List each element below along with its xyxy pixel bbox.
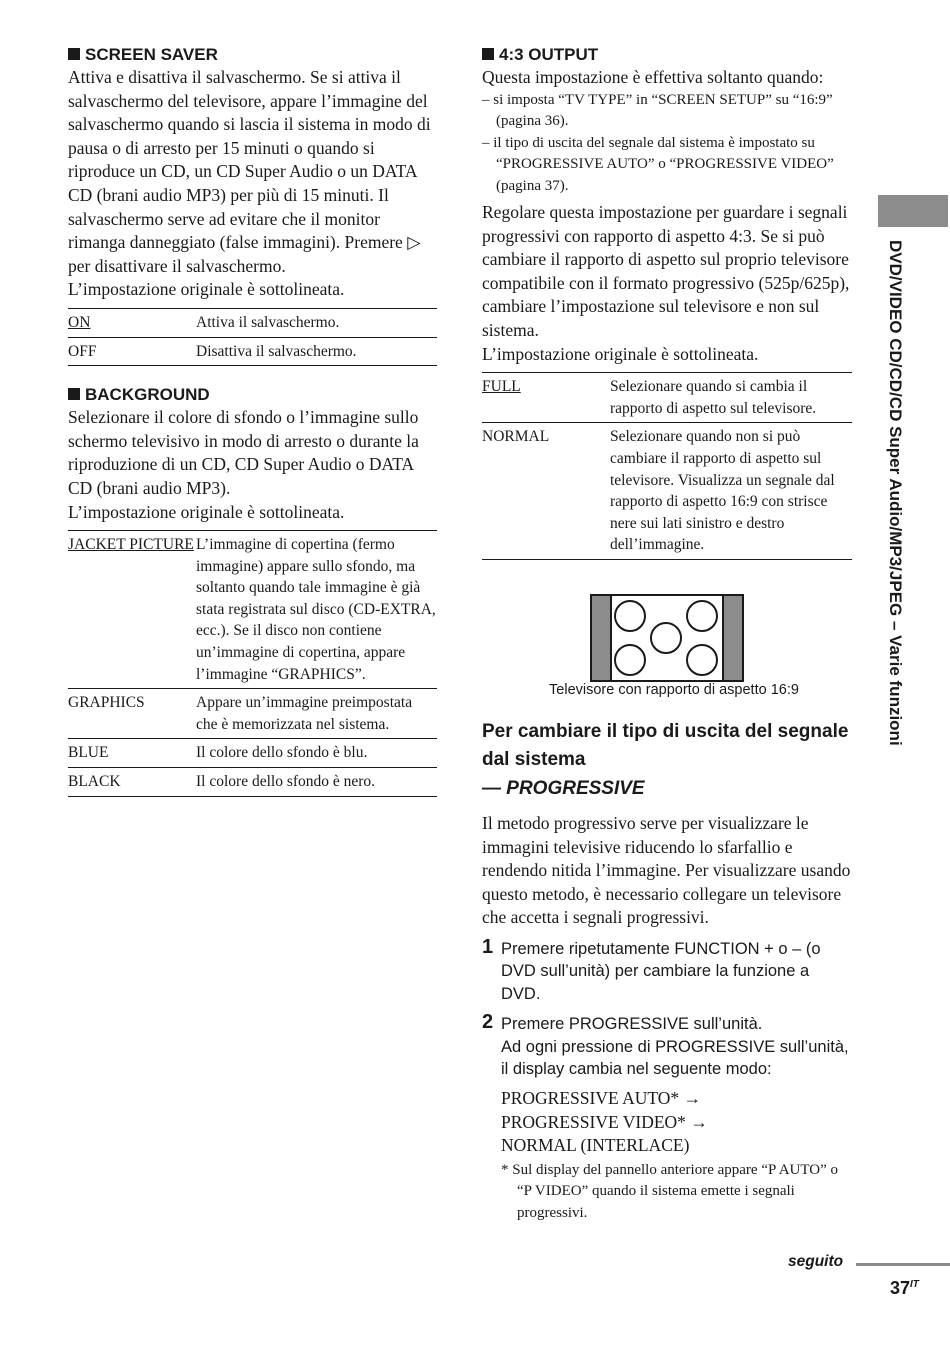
step-number: 2 [482, 1011, 494, 1034]
table-row: FULL Selezionare quando si cambia il rapporto di aspetto sul televisore. [482, 373, 852, 423]
background-options-table [68, 530, 437, 797]
output43-options-table [482, 372, 852, 560]
section-title: Per cambiare il tipo di uscita del segnale dal sistema [482, 721, 849, 770]
mode-sequence [482, 1087, 852, 1158]
square-bullet-icon [482, 48, 494, 60]
screen-saver-text: Attiva e disattiva il salvaschermo. Se si attiva il salvaschermo del televisore, appare l’immagine del salvaschermo quando si lascia il sistema in modo di pausa o di arresto per 15 minuti o quando si riproduce un CD, un CD Super Audio o un DATA CD (brani audio MP3) per più di 15 minuti. Il salvaschermo serve ad evitare che il monitor rimanga danneggiato (false immagini). Premere ▷ per disattivare il salvaschermo. [68, 67, 431, 276]
step-2: 2 Premere PROGRESSIVE sull’unità. Ad ogni pressione di PROGRESSIVE sull’unità, il display cambia nel seguente modo: [482, 1011, 849, 1079]
section-subtitle: — PROGRESSIVE [482, 778, 645, 799]
list-item: – si imposta “TV TYPE” in “SCREEN SETUP” su “16:9” (pagina 36). [482, 91, 833, 130]
output43-heading: 4:3 OUTPUT [482, 44, 852, 66]
table-row: JACKET PICTURE L’immagine di copertina (fermo immagine) appare sullo sfondo, ma soltanto quando tale immagine è già stata registrata sul disco (CD-EXTRA, ecc.). Se il disco non contiene un’immagine di copertina, appare l’immagine “GRAPHICS”. [68, 531, 437, 689]
left-column [68, 44, 437, 797]
output43-intro: Questa impostazione è effettiva soltanto quando: [482, 67, 824, 87]
background-heading: BACKGROUND [68, 384, 437, 406]
screen-saver-options-table [68, 308, 437, 366]
black-stripe-right [722, 596, 742, 680]
figure-caption: Televisore con rapporto di aspetto 16:9 [549, 682, 799, 698]
black-stripe-left [592, 596, 612, 680]
table-row: GRAPHICS Appare un’immagine preimpostata che è memorizzata nel sistema. [68, 689, 437, 739]
square-bullet-icon [68, 48, 80, 60]
table-row: BLUE Il colore dello sfondo è blu. [68, 739, 437, 768]
screen-saver-heading: SCREEN SAVER [68, 44, 437, 66]
step-number: 1 [482, 935, 494, 958]
tv-aspect-figure [482, 594, 852, 698]
circle-shape [686, 644, 718, 676]
background-text: Selezionare il colore di sfondo o l’immagine sullo schermo televisivo in modo di arresto o durante la riproduzione di un CD, CD Super Audio o DATA CD (brani audio MP3). [68, 407, 419, 498]
list-item: PROGRESSIVE AUTO* → [501, 1087, 701, 1108]
right-column [482, 44, 852, 1239]
play-button-icon: ▷ [407, 232, 421, 253]
circle-shape [614, 600, 646, 632]
footnote: * Sul display del pannello anteriore appare “P AUTO” o “P VIDEO” quando il sistema emette i segnali progressivi. [501, 1161, 838, 1221]
side-tab-marker [878, 195, 948, 227]
list-item: – il tipo di uscita del segnale dal sistema è impostato su “PROGRESSIVE AUTO” o “PROGRESSIVE VIDEO” (pagina 37). [482, 134, 834, 194]
list-item: PROGRESSIVE VIDEO* → [501, 1111, 708, 1132]
list-item: NORMAL (INTERLACE) [501, 1135, 690, 1156]
square-bullet-icon [68, 388, 80, 400]
default-note: L’impostazione originale è sottolineata. [68, 501, 345, 522]
continued-rule [856, 1263, 950, 1266]
circle-shape [686, 600, 718, 632]
progressive-text: Il metodo progressivo serve per visualizzare le immagini televisive riducendo lo sfarfallio e rendendo nitida l’immagine. Per visualizzare usando questo metodo, è necessario collegare un televisore che accetta i segnali progressivi. [482, 813, 851, 928]
default-note: L’impostazione originale è sottolineata. [68, 279, 345, 300]
tv-screen-illustration [590, 594, 744, 682]
side-tab-label: DVD/VIDEO CD/CD/CD Super Audio/MP3/JPEG – Varie funzioni [886, 240, 905, 746]
table-row: ON Attiva il salvaschermo. [68, 308, 437, 337]
step-1: 1 Premere ripetutamente FUNCTION + o – (o DVD sull’unità) per cambiare la funzione a DVD. [482, 935, 821, 1003]
circle-shape [614, 644, 646, 676]
table-row: NORMAL Selezionare quando non si può cambiare il rapporto di aspetto sul televisore. Visualizza un segnale dal rapporto di aspetto 16:9 con strisce nere sui lati sinistro e destro dell’immagine. [482, 423, 852, 560]
table-row: OFF Disattiva il salvaschermo. [68, 337, 437, 366]
table-row: BLACK Il colore dello sfondo è nero. [68, 768, 437, 797]
continued-label: seguito [788, 1253, 844, 1270]
page-number: $37^{IT}$ [890, 1278, 919, 1298]
default-note: L’impostazione originale è sottolineata. [482, 343, 759, 364]
output43-text: Regolare questa impostazione per guardare i segnali progressivi con rapporto di aspetto 4:3. Se si può cambiare il rapporto di aspetto sul proprio televisore compatibile con il formato progressivo (525p/625p), cambiare l’impostazione sul televisore e non sul sistema. [482, 202, 850, 341]
circle-shape [650, 622, 682, 654]
